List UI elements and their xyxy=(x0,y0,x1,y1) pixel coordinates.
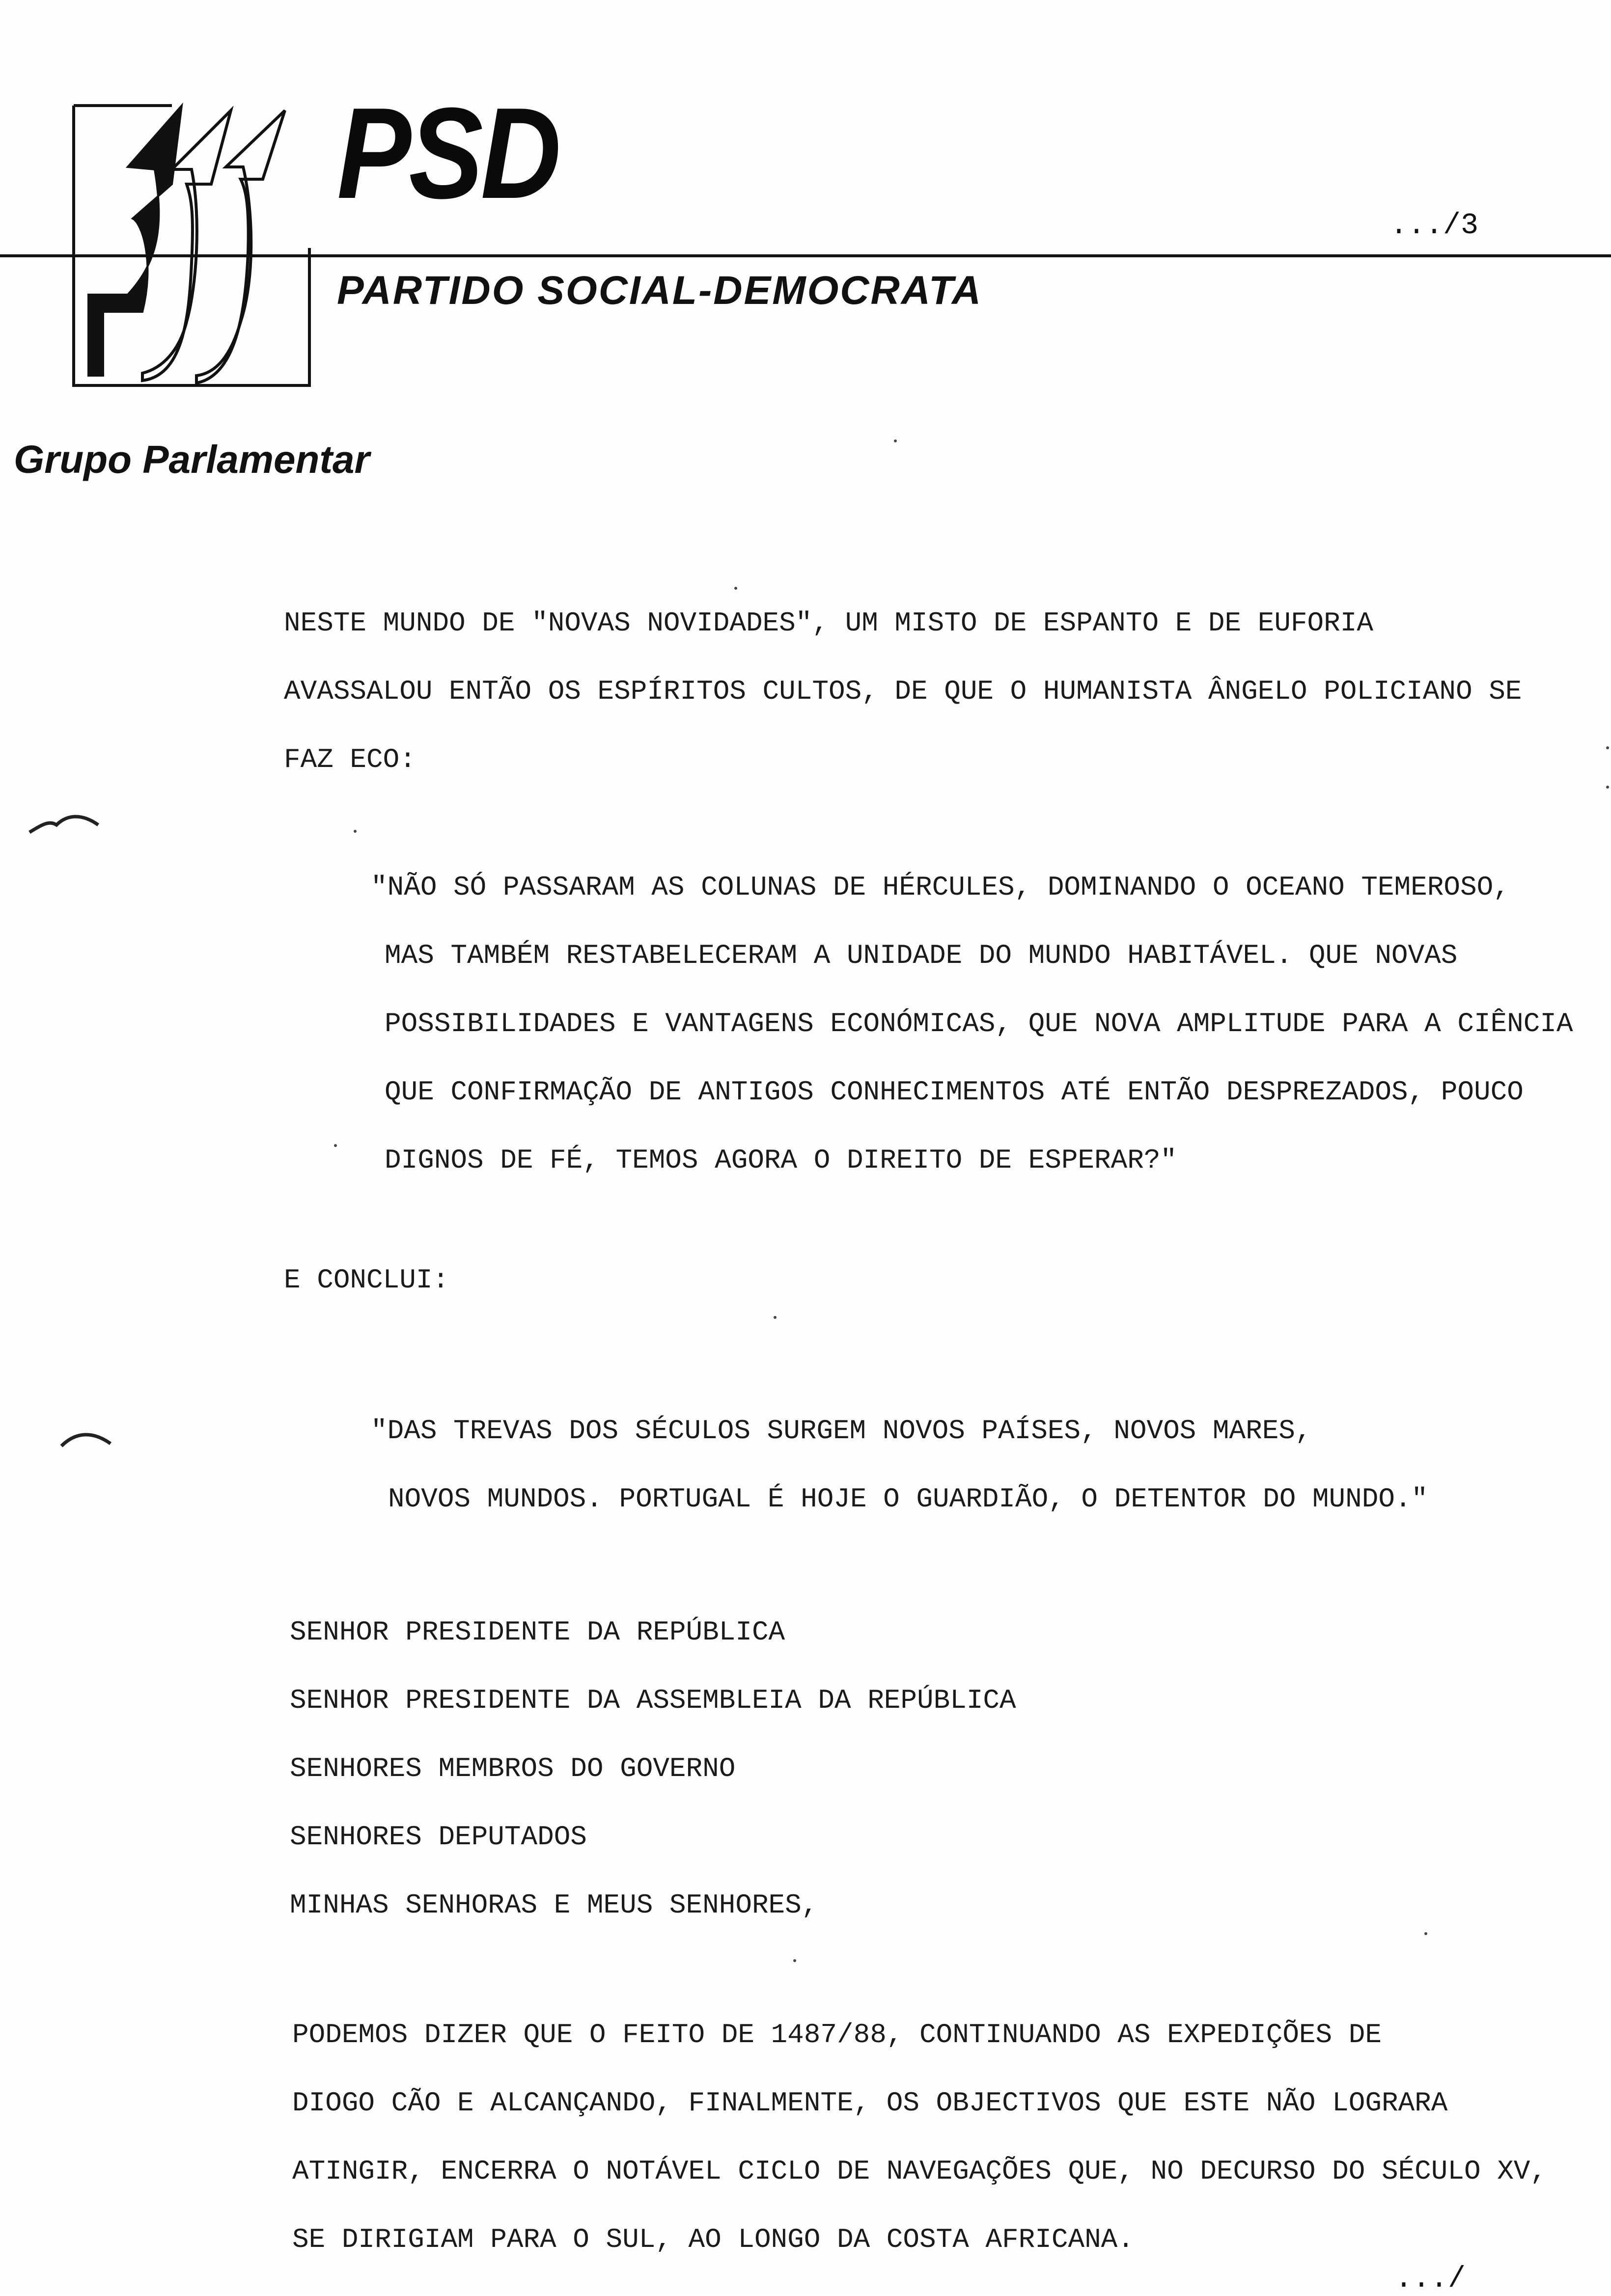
scan-speck xyxy=(734,587,737,590)
scan-speck xyxy=(354,830,357,833)
margin-mark xyxy=(27,805,101,840)
text-line: FAZ ECO: xyxy=(284,744,416,775)
text-line: PODEMOS DIZER QUE O FEITO DE 1487/88, CONTINUANDO AS EXPEDIÇÕES DE xyxy=(292,2019,1382,2050)
closing-paragraph xyxy=(292,2001,1547,2274)
salutation-line: SENHOR PRESIDENTE DA ASSEMBLEIA DA REPÚBLICA xyxy=(290,1685,1016,1716)
quotation-block xyxy=(371,853,1573,1195)
quote-line: NOVOS MUNDOS. PORTUGAL É HOJE O GUARDIÃO, O DETENTOR DO MUNDO." xyxy=(388,1483,1428,1515)
intro-paragraph xyxy=(284,589,1522,794)
quotation-block xyxy=(371,1397,1428,1533)
quote-line: QUE CONFIRMAÇÃO DE ANTIGOS CONHECIMENTOS ATÉ ENTÃO DESPREZADOS, POUCO xyxy=(385,1076,1524,1108)
quote-line: POSSIBILIDADES E VANTAGENS ECONÓMICAS, QUE NOVA AMPLITUDE PARA A CIÊNCIA xyxy=(385,1008,1573,1039)
header-rule xyxy=(0,254,1611,257)
scan-speck xyxy=(894,439,897,442)
scan-speck xyxy=(1606,746,1609,749)
psd-logo-arrows-icon xyxy=(69,101,314,390)
quote-line: "NÃO SÓ PASSARAM AS COLUNAS DE HÉRCULES, DOMINANDO O OCEANO TEMEROSO, xyxy=(371,872,1510,903)
salutation-line: SENHORES MEMBROS DO GOVERNO xyxy=(290,1753,736,1784)
text-line: SE DIRIGIAM PARA O SUL, AO LONGO DA COSTA AFRICANA. xyxy=(292,2224,1134,2255)
scan-speck xyxy=(793,1959,796,1962)
margin-mark xyxy=(59,1424,113,1453)
scan-speck xyxy=(1606,786,1609,789)
salutation-line: SENHORES DEPUTADOS xyxy=(290,1821,587,1853)
text-line: NESTE MUNDO DE "NOVAS NOVIDADES", UM MISTO DE ESPANTO E DE EUFORIA xyxy=(284,607,1373,639)
scan-speck xyxy=(1424,1932,1427,1935)
party-acronym: PSD xyxy=(337,81,559,225)
parliamentary-group-label: Grupo Parlamentar xyxy=(14,437,370,481)
quote-line: "DAS TREVAS DOS SÉCULOS SURGEM NOVOS PAÍSES, NOVOS MARES, xyxy=(371,1415,1312,1447)
salutation-line: MINHAS SENHORAS E MEUS SENHORES, xyxy=(290,1889,818,1921)
quote-line: MAS TAMBÉM RESTABELECERAM A UNIDADE DO MUNDO HABITÁVEL. QUE NOVAS xyxy=(385,940,1458,971)
page-reference: .../3 xyxy=(1390,209,1479,243)
quote-line: DIGNOS DE FÉ, TEMOS AGORA O DIREITO DE ESPERAR?" xyxy=(385,1145,1177,1176)
scan-speck xyxy=(334,1144,337,1147)
salutations-list xyxy=(290,1598,1016,1940)
salutation-line: SENHOR PRESIDENTE DA REPÚBLICA xyxy=(290,1616,785,1648)
text-line: AVASSALOU ENTÃO OS ESPÍRITOS CULTOS, DE QUE O HUMANISTA ÂNGELO POLICIANO SE xyxy=(284,676,1522,707)
text-line: DIOGO CÃO E ALCANÇANDO, FINALMENTE, OS OBJECTIVOS QUE ESTE NÃO LOGRARA xyxy=(292,2087,1448,2119)
conclusion-intro: E CONCLUI: xyxy=(284,1264,449,1296)
party-name: PARTIDO SOCIAL-DEMOCRATA xyxy=(337,268,983,313)
scan-speck xyxy=(774,1316,777,1319)
text-line: ATINGIR, ENCERRA O NOTÁVEL CICLO DE NAVEGAÇÕES QUE, NO DECURSO DO SÉCULO XV, xyxy=(292,2156,1547,2187)
continuation-mark: .../ xyxy=(1395,2263,1466,2296)
